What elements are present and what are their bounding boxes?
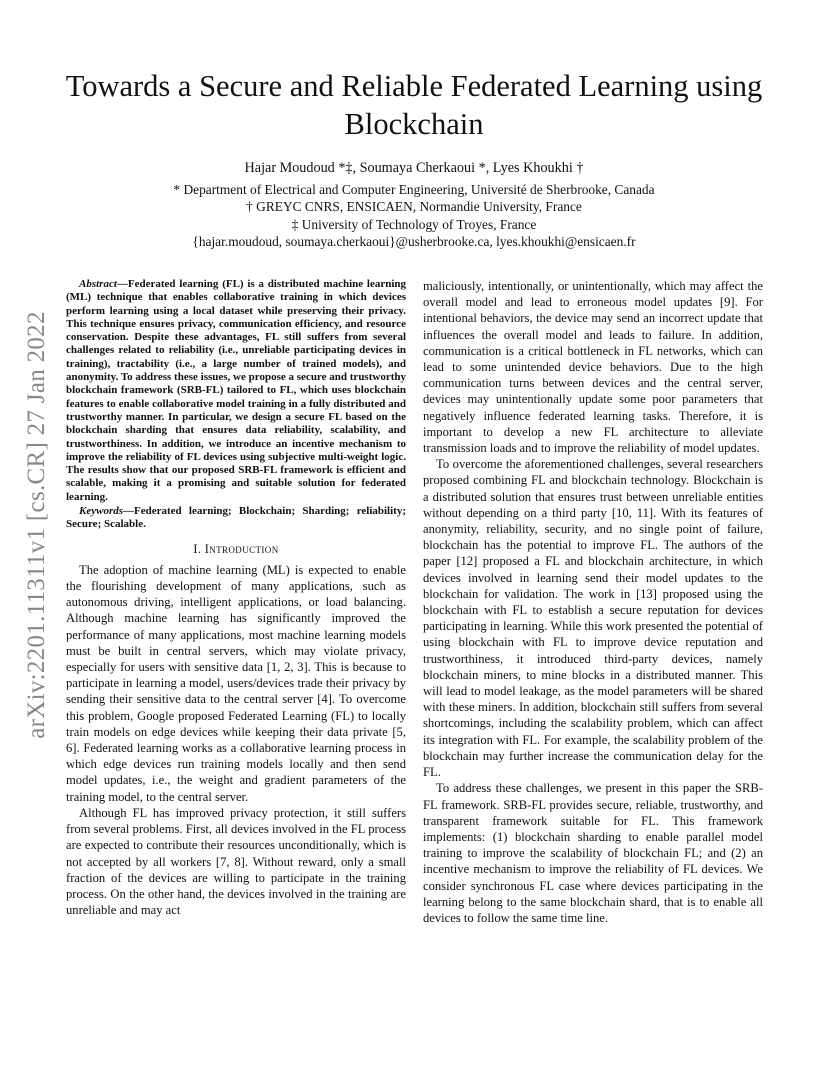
abstract-label: Abstract bbox=[79, 278, 117, 290]
intro-paragraph-4: To overcome the aforementioned challenges, several researchers proposed combining FL and blockchain technology. Blockchain is a distributed solution that ensures trust between unreliable entities without depending on a third party [10, 11]. With its features of anonymity, reliability, security, and no single point of failure, blockchain has the potential to improve FL. The authors of the paper [12] proposed a FL and blockchain architecture, in which devices involved in learning send their model updates to the blockchain for validation. The work in [13] proposed using the blockchain with FL to establish a secure reputation for devices participating in learning. While this work presented the potential of using blockchain with FL to improve device reputation and trustworthiness, it introduced third-party devices, namely blockchain miners, to mine blocks in a distributed manner. This will lead to model leakage, as the model parameters will be shared with these miners. In addition, blockchain still suffers from several shortcomings, including the scalability problem, which can affect its integration with FL. For example, the scalability problem of the blockchain may further increase the communication delay for the FL. bbox=[423, 457, 763, 780]
affiliation-greyc: † GREYC CNRS, ENSICAEN, Normandie University, France bbox=[246, 199, 582, 215]
author-block bbox=[100, 160, 728, 251]
intro-paragraph-3: maliciously, intentionally, or unintentionally, which may affect the overall model and lead to erroneous model updates [9]. For intentional behaviors, the device may send an incorrect update that influences the overall model and leads to failure. In addition, communication is a critical bottleneck in FL networks, which can lead to some unintended device behaviors. Due to the high communication turns between devices and the central server, devices may unintentionally update some poor parameters that negatively influence federated learning tasks. Therefore, it is important to develop a new FL architecture to alleviate transmission loads and to improve the reliability of model updates. bbox=[423, 279, 763, 456]
author-names: Hajar Moudoud *‡, Soumaya Cherkaoui *, Lyes Khoukhi † bbox=[244, 160, 584, 176]
intro-paragraph-5: To address these challenges, we present in this paper the SRB-FL framework. SRB-FL provides secure, reliable, trustworthy, and transparent framework suitable for FL. This framework implements: (1) blockchain sharding to enable parallel model training to improve the scalability of blockchain FL; and (2) an incentive mechanism to improve the reliability of FL devices. We consider synchronous FL case where devices participating in the learning belong to the same blockchain shard, that is to enable all devices to follow the same time line. bbox=[423, 781, 763, 925]
intro-paragraph-1: The adoption of machine learning (ML) is expected to enable the flourishing development of many applications, such as autonomous driving, intelligent applications, or load balancing. Although machine learning has significantly improved the performance of many applications, most machine learning models must be built in central servers, which may violate privacy, especially for users with sensitive data [1, 2, 3]. This is because to participate in learning a model, users/devices trade their privacy by sending their sensitive data to the central server [4]. To overcome this problem, Google proposed Federated Learning (FL) to locally train models on edge devices while keeping their data private [5, 6]. Federated learning works as a collaborative learning process in which edge devices run training models locally and then send model updates, i.e., the weight and gradient parameters of the training model, to the central server. bbox=[66, 562, 406, 804]
arxiv-watermark bbox=[16, 295, 58, 755]
paper-title: Towards a Secure and Reliable Federated Learning using Blockchain bbox=[65, 69, 763, 141]
affiliation-sherbrooke: * Department of Electrical and Computer Engineering, Université de Sherbrooke, Canada bbox=[173, 181, 655, 197]
keywords-label: Keywords bbox=[79, 505, 123, 518]
intro-paragraph-2: Although FL has improved privacy protection, it still suffers from several problems. First, all devices involved in the FL process are expected to contribute their resources unconditionally, which is not accepted by all workers [7, 8]. Without reward, only a small fraction of the devices are willing to participate in the training process. On the other hand, the devices involved in the training are unreliable and may act bbox=[66, 805, 406, 918]
right-column bbox=[423, 278, 763, 926]
keywords bbox=[66, 505, 406, 532]
author-emails: {hajar.moudoud, soumaya.cherkaoui}@usherbrooke.ca, lyes.khoukhi@ensicaen.fr bbox=[192, 234, 636, 250]
arxiv-id: arXiv:2201.11311v1 [cs.CR] 27 Jan 2022 bbox=[23, 311, 50, 739]
abstract-text: —Federated learning (FL) is a distributed machine learning (ML) technique that enables collaborative training in which devices perform learning using a local dataset while preserving their privacy. This technique ensures privacy, communication efficiency, and resource conservation. Despite these advantages, FL still suffers from several challenges related to reliability (i.e., unreliable participating devices in training), tractability (i.e., a large number of trained models), and anonymity. To address these issues, we propose a secure and trustworthy blockchain framework (SRB-FL) tailored to FL, which uses blockchain features to enable collaborative model training in a fully distributed and trustworthy manner. In particular, we design a secure FL based on the blockchain sharding that ensures data reliability, scalability, and trustworthiness. In addition, we introduce an incentive mechanism to improve the reliability of FL devices using subjective multi-weight logic. The results show that our proposed SRB-FL framework is efficient and scalable, making it a promising and suitable solution for federated learning. bbox=[66, 278, 406, 503]
section-heading: I. Introduction bbox=[193, 541, 279, 556]
abstract bbox=[66, 278, 406, 504]
keywords-text: —Federated learning; Blockchain; Sharding; reliability; Secure; Scalable. bbox=[66, 505, 406, 531]
left-column bbox=[66, 278, 406, 918]
affiliation-troyes: ‡ University of Technology of Troyes, France bbox=[291, 216, 537, 232]
